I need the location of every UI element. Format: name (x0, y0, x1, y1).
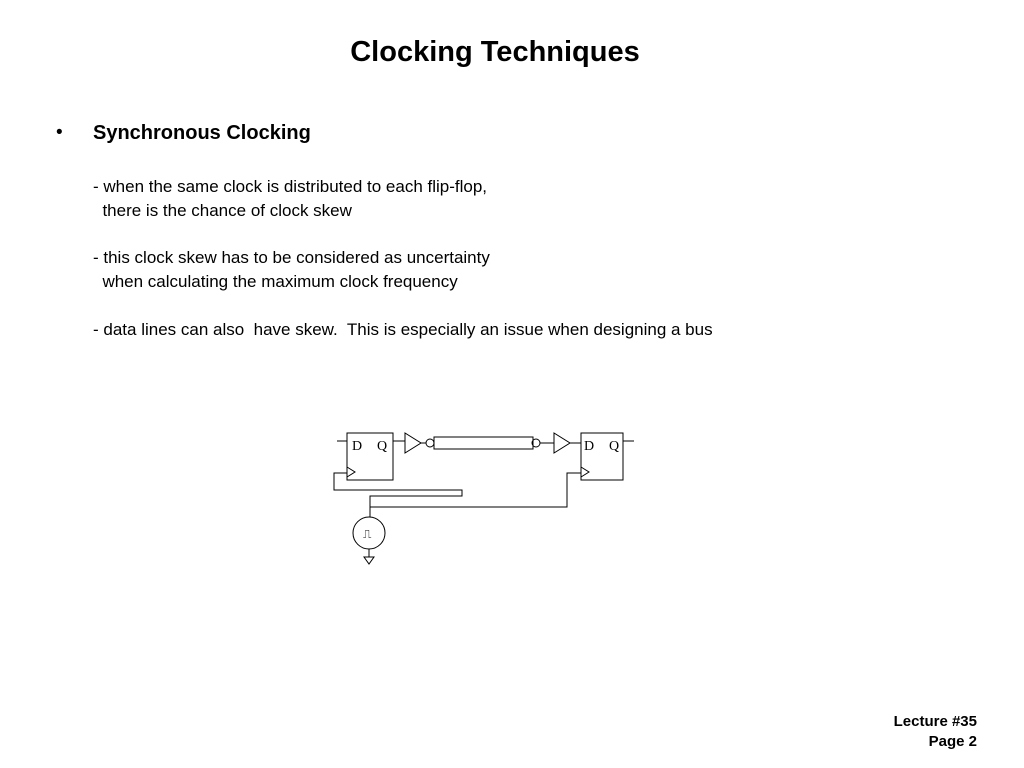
bullet-heading: Synchronous Clocking (93, 122, 311, 144)
ff-left-d-label: D (352, 439, 363, 454)
slide-title: Clocking Techniques (350, 36, 640, 68)
bus-end-left (426, 439, 434, 447)
ff-right-d-label: D (584, 439, 595, 454)
ground-icon (364, 557, 374, 564)
body-line-4: when calculating the maximum clock frequency (93, 272, 458, 291)
body-line-5: - data lines can also have skew. This is especially an issue when designing a bus (93, 320, 713, 339)
body-line-3: - this clock skew has to be considered as uncertainty (93, 248, 490, 267)
ff-right-q-label: Q (609, 439, 620, 454)
data-bus-line (434, 437, 533, 449)
body-line-1: - when the same clock is distributed to each flip-flop, (93, 177, 488, 196)
footer-page: Page 2 (928, 733, 977, 750)
clock-pulse-icon: ⎍ (363, 527, 372, 541)
ff-right-clock-triangle (581, 467, 589, 477)
bullet-marker: • (56, 122, 63, 143)
footer-lecture: Lecture #35 (893, 713, 977, 730)
ff-left-clock-triangle (347, 467, 355, 477)
ff-left-q-label: Q (377, 439, 388, 454)
body-line-2: there is the chance of clock skew (93, 201, 352, 220)
buffer-right (554, 433, 570, 453)
buffer-left (405, 433, 421, 453)
